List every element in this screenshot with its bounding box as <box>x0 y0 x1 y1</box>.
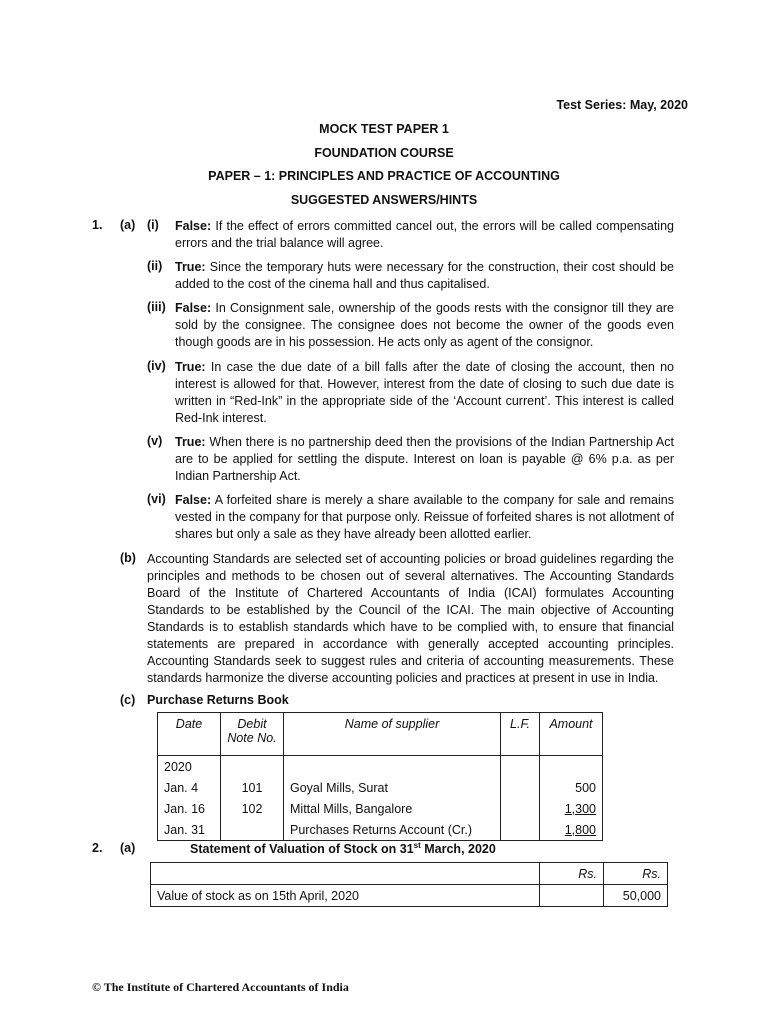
answer-text: Since the temporary huts were necessary for the construction, their cost should be added to the cost of the cinema hall and thus capitalised. <box>175 260 674 291</box>
answer-text: In case the due date of a bill falls after the date of closing the account, then no interest is allowed for that. However, interest from the date of closing to such due date is written in “Red-Ink” in the appropriate side of the ‘Account current’. This interest is called Red-Ink interest. <box>175 360 674 425</box>
item-number: (iv) <box>147 359 166 373</box>
col-supplier: Name of supplier <box>284 713 501 756</box>
supplier-cell: Mittal Mills, Bangalore <box>284 798 501 819</box>
table-row <box>151 885 668 907</box>
date-cell: Jan. 4 <box>158 777 221 798</box>
col-debit-note-line2: Note No. <box>227 731 277 745</box>
answer-text: When there is no partnership deed then the provisions of the Indian Partnership Act are to be applied for settling the dispute. Interest on loan is payable @ 6% p.a. as per Indian Partnership Act. <box>175 435 674 483</box>
stock-title-sup: st <box>413 841 421 850</box>
item-number: (v) <box>147 434 163 448</box>
verdict: True: <box>175 435 206 449</box>
answer-item <box>175 434 674 485</box>
question-number-2: 2. <box>92 841 103 855</box>
table-row <box>158 798 603 819</box>
stock-title-main: Statement of Valuation of Stock on 31 <box>190 842 414 857</box>
answer-text: A forfeited share is merely a share available to the company for sale and remains vested in the company for that purpose only. Reissue of forfeited shares is not allotment of shares but only a sale as they have already been allotted earlier. <box>175 493 674 541</box>
question-2a-label: (a) <box>120 841 136 855</box>
question-1b-label: (b) <box>120 551 136 565</box>
col-amount: Amount <box>540 713 603 756</box>
year-cell: 2020 <box>158 756 221 778</box>
test-series-label: Test Series: May, 2020 <box>556 98 688 112</box>
stock-row-value-1 <box>540 885 604 907</box>
table-row <box>158 756 603 778</box>
note-cell: 101 <box>221 777 284 798</box>
col-debit-note-line1: Debit <box>237 717 267 731</box>
verdict: True: <box>175 360 206 374</box>
paper-title-subject: PAPER – 1: PRINCIPLES AND PRACTICE OF ACCOUNTING <box>208 169 560 183</box>
paper-title-mock: MOCK TEST PAPER 1 <box>319 122 449 136</box>
answer-item <box>175 259 674 293</box>
verdict: False: <box>175 493 212 507</box>
answer-item <box>175 218 674 252</box>
item-number: (ii) <box>147 259 163 273</box>
date-cell: Jan. 16 <box>158 798 221 819</box>
col-rs-1: Rs. <box>540 863 604 885</box>
answer-text: In Consignment sale, ownership of the goods rests with the consignor till they are sold by the consignee. The consignee does not become the owner of the goods even though goods are in his possession. He acts only as agent of the consignor. <box>175 301 674 349</box>
purchase-returns-title: Purchase Returns Book <box>147 693 289 707</box>
col-debit-note <box>221 713 284 756</box>
question-1a-label: (a) <box>120 218 136 232</box>
answer-item <box>175 300 674 351</box>
supplier-cell: Purchases Returns Account (Cr.) <box>284 819 501 841</box>
col-date: Date <box>158 713 221 756</box>
stock-valuation-table <box>150 862 668 907</box>
verdict: False: <box>175 219 212 233</box>
lf-cell <box>501 777 540 798</box>
paper-title-answers: SUGGESTED ANSWERS/HINTS <box>290 193 478 207</box>
amount-cell: 1,300 <box>540 798 603 819</box>
amount-cell: 500 <box>540 777 603 798</box>
stock-valuation-title <box>190 841 496 856</box>
supplier-cell: Goyal Mills, Surat <box>284 777 501 798</box>
date-cell: Jan. 31 <box>158 819 221 841</box>
item-number: (iii) <box>147 300 166 314</box>
amount-cell: 1,800 <box>540 819 603 841</box>
col-rs-2: Rs. <box>604 863 668 885</box>
item-number: (i) <box>147 218 159 232</box>
verdict: True: <box>175 260 206 274</box>
answer-text: If the effect of errors committed cancel out, the errors will be called compensating errors and the trial balance will agree. <box>175 219 674 250</box>
stock-row-label: Value of stock as on 15th April, 2020 <box>151 885 540 907</box>
paper-title-course: FOUNDATION COURSE <box>314 146 454 160</box>
table-header-row <box>158 713 603 756</box>
lf-cell <box>501 798 540 819</box>
accounting-standards-paragraph: Accounting Standards are selected set of accounting policies or broad guidelines regarding the principles and methods to be chosen out of several alternatives. The Accounting Standards Board of the Institute of Chartered Accountants of India (ICAI) formulates Accounting Standards to be established by the Council of the ICAI. The main objective of Accounting Standards is to establish standards which have to be complied with, to ensure that financial statements are prepared in accordance with generally accepted accounting principles. Accounting Standards seek to suggest rules and criteria of accounting measurements. These standards harmonize the diverse accounting policies and practices at present in use in India. <box>147 552 674 685</box>
table-row <box>158 777 603 798</box>
question-1c-label: (c) <box>120 693 136 707</box>
answer-item <box>175 359 674 427</box>
verdict: False: <box>175 301 212 315</box>
col-lf: L.F. <box>501 713 540 756</box>
note-cell: 102 <box>221 798 284 819</box>
lf-cell <box>501 819 540 841</box>
answer-item <box>175 492 674 543</box>
note-cell <box>221 819 284 841</box>
stock-row-value-2: 50,000 <box>604 885 668 907</box>
table-row <box>158 819 603 841</box>
purchase-returns-table <box>157 712 603 841</box>
stock-title-end: March, 2020 <box>420 842 496 857</box>
table-header-row <box>151 863 668 885</box>
item-number: (vi) <box>147 492 166 506</box>
question-number-1: 1. <box>92 218 103 232</box>
copyright-footer: © The Institute of Chartered Accountants of India <box>92 980 349 994</box>
